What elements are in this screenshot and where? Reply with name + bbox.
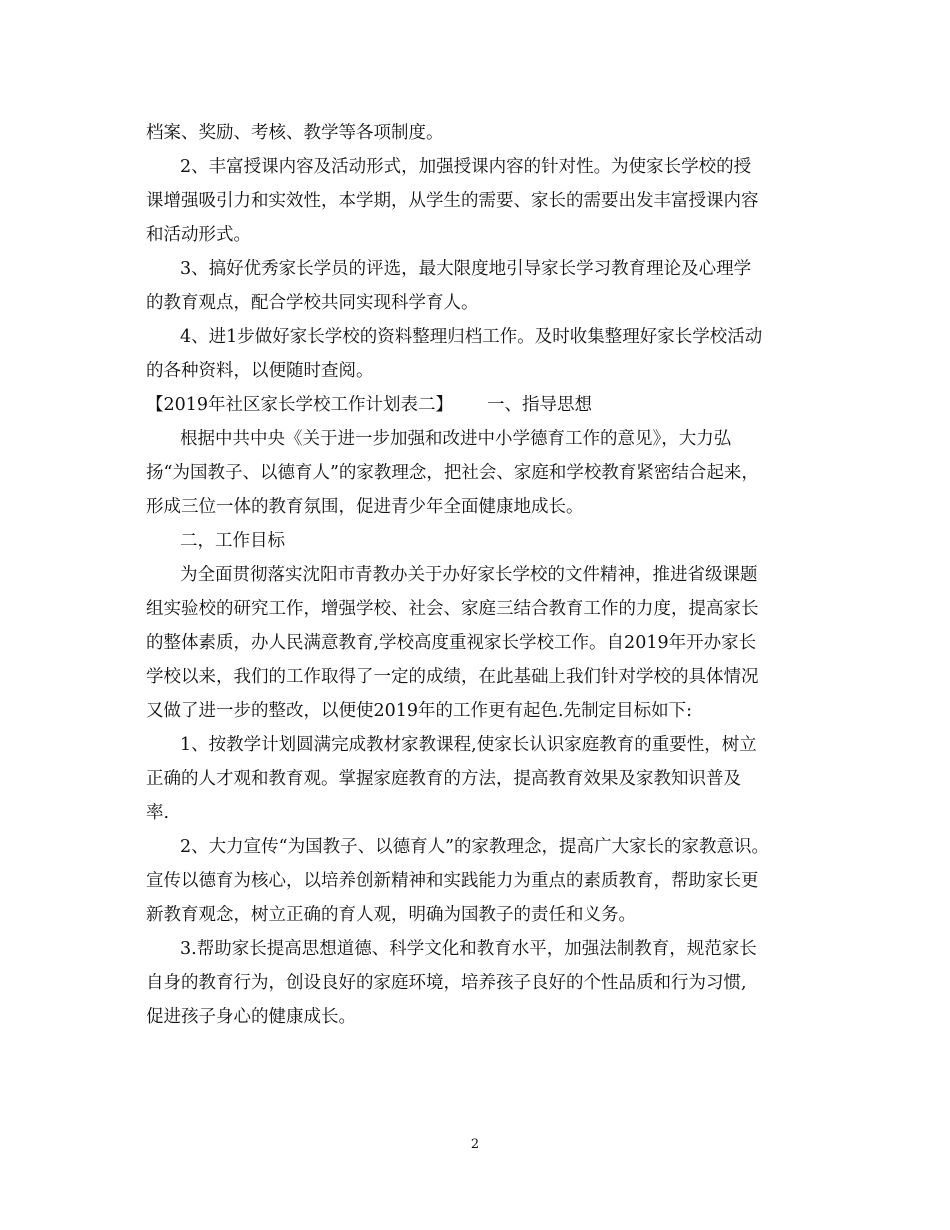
text-line: 为全面贯彻落实沈阳市青教办关于办好家长学校的文件精神，推进省级课题	[180, 565, 758, 585]
text-line: 和活动形式。	[146, 225, 251, 245]
page-number: 2	[470, 1137, 480, 1152]
section-title: 【2019年社区家长学校工作计划表二】	[146, 395, 454, 415]
text-line: 自身的教育行为，创设良好的家庭环境，培养孩子良好的个性品质和行为习惯,	[146, 973, 747, 993]
text-line: 2、丰富授课内容及活动形式，加强授课内容的针对性。为使家长学校的授	[180, 157, 752, 177]
text-line: 1、按教学计划圆满完成教材家教课程,使家长认识家庭教育的重要性，树立	[180, 735, 757, 755]
text-line: 根据中共中央《关于进一步加强和改进中小学德育工作的意见》，大力弘	[180, 429, 732, 449]
text-line: 率.	[146, 803, 170, 823]
text-line: 课增强吸引力和实效性，本学期，从学生的需要、家长的需要出发丰富授课内容	[146, 191, 759, 211]
text-line: 组实验校的研究工作，增强学校、社会、家庭三结合教育工作的力度，提高家长	[146, 599, 759, 619]
text-line: 4、进1步做好家长学校的资料整理归档工作。及时收集整理好家长学校活动	[180, 327, 763, 347]
text-line: 的各种资料，以便随时查阅。	[146, 361, 374, 381]
subsection-heading: 一、指导思想	[487, 395, 593, 415]
text-line: 促进孩子身心的健康成长。	[146, 1007, 356, 1027]
text-line: 宣传以德育为核心，以培养创新精神和实践能力为重点的素质教育，帮助家长更	[146, 871, 759, 891]
text-line: 3、搞好优秀家长学员的评选，最大限度地引导家长学习教育理论及心理学	[180, 259, 752, 279]
text-line: 正确的人才观和教育观。掌握家庭教育的方法，提高教育效果及家教知识普及	[146, 769, 741, 789]
text-line: 的教育观点，配合学校共同实现科学育人。	[146, 293, 479, 313]
body-text	[146, 116, 816, 1034]
text-line: 2、大力宣传“为国教子、以德育人”的家教理念，提高广大家长的家教意识。	[180, 837, 770, 857]
text-line: 档案、奖励、考核、教学等各项制度。	[146, 123, 444, 143]
text-line: 又做了进一步的整改，以便使2019年的工作更有起色.先制定目标如下:	[146, 701, 692, 721]
text-line: 新教育观念，树立正确的育人观，明确为国教子的责任和义务。	[146, 905, 636, 925]
text-line: 的整体素质，办人民满意教育,学校高度重视家长学校工作。自2019年开办家长	[146, 633, 757, 653]
text-line: 学校以来，我们的工作取得了一定的成绩，在此基础上我们针对学校的具体情况	[146, 667, 759, 687]
text-line: 形成三位一体的教育氛围，促进青少年全面健康地成长。	[146, 497, 584, 517]
text-line: 扬“为国教子、以德育人”的家教理念，把社会、家庭和学校教育紧密结合起来，	[146, 463, 759, 483]
subsection-heading: 二，工作目标	[180, 531, 285, 551]
section-heading-row	[146, 388, 816, 422]
text-line: 3.帮助家长提高思想道德、科学文化和教育水平，加强法制教育，规范家长	[180, 939, 757, 959]
